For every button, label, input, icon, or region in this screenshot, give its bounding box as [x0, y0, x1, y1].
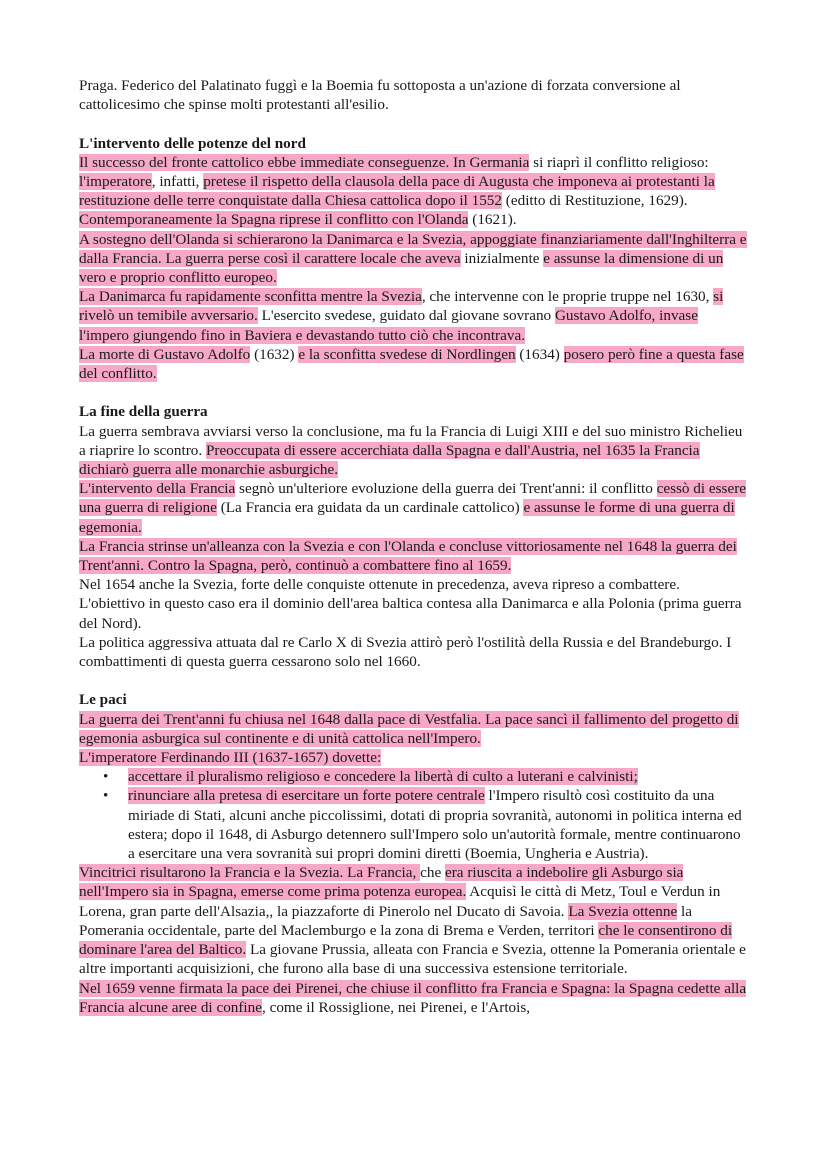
- text-run: Praga. Federico del Palatinato fuggì e la Boemia fu sottoposta a un'azione di forzata conversione al cattolicesimo che spinse molti protestanti all'esilio.: [79, 77, 681, 114]
- highlighted-text: rinunciare alla pretesa di esercitare un forte potere centrale: [128, 787, 485, 805]
- highlighted-text: La Danimarca fu rapidamente sconfitta mentre la Svezia: [79, 288, 422, 306]
- text-run: L'esercito svedese, guidato dal giovane sovrano: [257, 307, 555, 325]
- paragraph: [79, 863, 749, 978]
- paragraph: [79, 230, 749, 288]
- highlighted-text: La Francia strinse un'alleanza con la Svezia e con l'Olanda e concluse vittoriosamente nel 1648 la guerra dei Trent'anni. Contro la Spagna, però, continuò a combattere fino al 1659.: [79, 537, 737, 575]
- text-run: che: [420, 864, 445, 882]
- text-run: (La Francia era guidata da un cardinale cattolico): [216, 499, 524, 517]
- intro-paragraph: [79, 76, 749, 114]
- text-run: (1621).: [468, 211, 517, 229]
- text-run: inizialmente: [460, 249, 544, 267]
- text-run: Nel 1654 anche la Svezia, forte delle conquiste ottenute in precedenza, aveva ripreso a combattere. L'obiettivo in questo caso era il dominio dell'area baltica contesa alla Danimarca e alla Polonia (prima guerra del Nord).: [79, 576, 742, 632]
- highlighted-text: La Svezia ottenne: [568, 902, 678, 920]
- highlighted-text: cessò di essere una guerra di religione: [79, 480, 746, 517]
- bullet-item: [79, 767, 749, 786]
- paragraph: [79, 345, 749, 383]
- section-title-end-of-war: La fine della guerra: [79, 403, 208, 421]
- highlighted-text: L'imperatore Ferdinando III (1637-1657) dovette:: [79, 749, 382, 767]
- section-title-peaces: Le paci: [79, 691, 127, 709]
- highlighted-text: e la sconfitta svedese di Nordlingen: [298, 345, 516, 363]
- bullet-list: [79, 767, 749, 863]
- highlighted-text: che le consentirono di dominare l'area del Baltico.: [79, 921, 733, 959]
- highlighted-text: Il successo del fronte cattolico ebbe immediate conseguenze. In Germania: [79, 153, 530, 171]
- text-run: segnò un'ulteriore evoluzione della guerra dei Trent'anni: il conflitto: [235, 480, 657, 498]
- highlighted-text: La morte di Gustavo Adolfo: [79, 345, 251, 363]
- document-page: [79, 76, 749, 1017]
- text-run: , infatti,: [151, 173, 204, 190]
- paragraph: [79, 575, 749, 633]
- paragraph: [79, 479, 749, 537]
- highlighted-text: e assunse la dimensione di un vero e proprio conflitto europeo.: [79, 249, 724, 287]
- highlighted-text: si rivelò un temibile avversario.: [79, 288, 724, 325]
- text-run: (1634): [515, 345, 564, 363]
- paragraph: [79, 710, 749, 748]
- text-run: , come il Rossiglione, nei Pirenei, e l'Artois,: [262, 998, 531, 1016]
- text-run: Acquisì le città di Metz, Toul e Verdun in Lorena, gran parte dell'Alsazia,, la piazzaforte di Pinerolo nel Ducato di Savoia.: [79, 883, 721, 920]
- text-run: la Pomerania occidentale, parte del Maclemburgo e la zona di Brema e Verden, territori: [79, 902, 692, 939]
- text-run: , che intervenne con le proprie truppe nel 1630,: [421, 288, 714, 306]
- paragraph: [79, 537, 749, 575]
- paragraph: [79, 633, 749, 671]
- highlighted-text: accettare il pluralismo religioso e concedere la libertà di culto a luterani e calvinisti;: [128, 768, 638, 786]
- highlighted-text: Nel 1659 venne firmata la pace dei Pirenei, che chiuse il conflitto fra Francia e Spagna: la Spagna cedette alla Francia alcune aree di confine: [79, 979, 747, 1016]
- highlighted-text: L'intervento della Francia: [79, 480, 236, 498]
- text-run: (editto di Restituzione, 1629).: [502, 192, 688, 210]
- paragraph: [79, 287, 749, 345]
- text-run: La giovane Prussia, alleata con Francia e Svezia, ottenne la Pomerania orientale e altre importanti acquisizioni, che furono alla base di una successiva estensione territoriale.: [79, 941, 746, 978]
- highlighted-text: Contemporaneamente la Spagna riprese il conflitto con l'Olanda: [79, 211, 469, 229]
- highlighted-text: posero però fine a questa fase del conflitto.: [79, 345, 744, 383]
- highlighted-text: Vincitrici risultarono la Francia e la Svezia. La Francia,: [79, 864, 421, 882]
- text-run: l'Impero risultò così costituito da una miriade di Stati, alcuni anche piccolissimi, dotati di propria sovranità, autonomi in politica interna ed estera; dopo il 1648, di Asburgo detennero sull'Impero solo un'autorità formale, mentre continuarono a esercitare una vera sovranità sui propri domini diretti (Boemia, Ungheria e Austria).: [128, 787, 742, 863]
- text-run: La politica aggressiva attuata dal re Carlo X di Svezia attirò però l'ostilità della Russia e del Brandeburgo. I combattimenti di questa guerra cessarono solo nel 1660.: [79, 633, 732, 671]
- highlighted-text: e assunse le forme di una guerra di egemonia.: [79, 499, 735, 536]
- bullet-item: [79, 786, 749, 863]
- text-run: si riaprì il conflitto religioso:: [529, 153, 709, 171]
- highlighted-text: Preoccupata di essere accerchiata dalla Spagna e dall'Austria, nel 1635 la Francia dichiarò guerra alle monarchie asburgiche.: [79, 441, 700, 479]
- highlighted-text: era riuscita a indebolire gli Asburgo sia nell'Impero sia in Spagna, emerse come prima potenza europea.: [79, 864, 684, 901]
- highlighted-text: A sostegno dell'Olanda si schierarono la Danimarca e la Svezia, appoggiate finanziariamente dall'Inghilterra e dalla Francia. La guerra perse così il carattere locale che aveva: [79, 230, 747, 267]
- highlighted-text: Gustavo Adolfo, invase l'impero giungendo fino in Baviera e devastando tutto ciò che incontrava.: [79, 307, 698, 344]
- paragraph: [79, 748, 749, 767]
- text-run: (1632): [250, 345, 299, 363]
- paragraph: [79, 422, 749, 480]
- paragraph: [79, 153, 749, 230]
- highlighted-text: pretese il rispetto della clausola della pace di Augusta che imponeva ai protestanti la restituzione delle terre conquistate dalla Chiesa cattolica dopo il 1552: [79, 173, 715, 210]
- highlighted-text: l'imperatore: [79, 173, 152, 190]
- paragraph: [79, 979, 749, 1017]
- section-title-northern-powers: L'intervento delle potenze del nord: [79, 134, 306, 152]
- text-run: La guerra sembrava avviarsi verso la conclusione, ma fu la Francia di Luigi XIII e del suo ministro Richelieu a riaprire lo scontro.: [79, 422, 743, 459]
- highlighted-text: La guerra dei Trent'anni fu chiusa nel 1648 dalla pace di Vestfalia. La pace sancì il fallimento del progetto di egemonia asburgica sul continente e di unità cattolica nell'Impero.: [79, 710, 739, 747]
